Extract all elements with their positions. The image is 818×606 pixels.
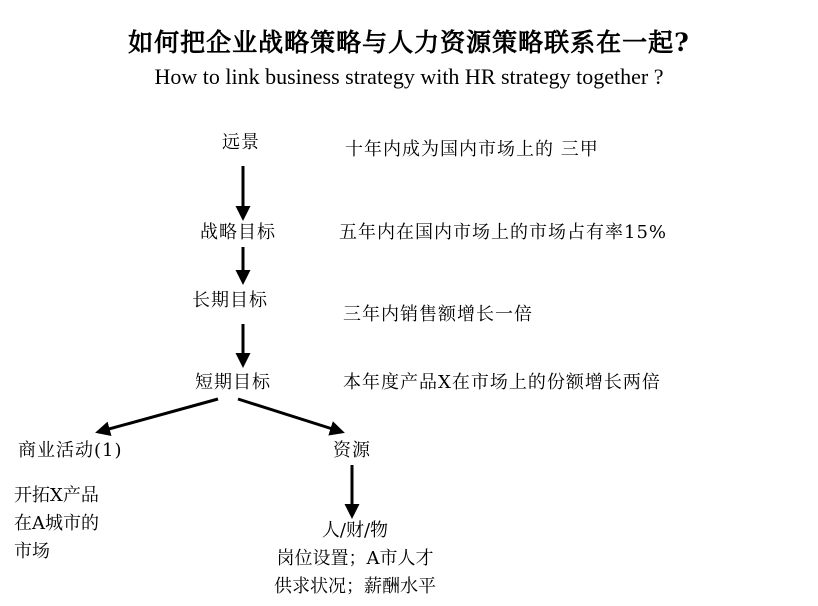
- business-detail-line: 在A城市的: [14, 513, 99, 534]
- node-short-term-goal: 短期目标: [195, 372, 271, 393]
- desc-long-term-goal: 三年内销售额增长一倍: [343, 304, 533, 325]
- node-resources: 资源: [333, 440, 371, 461]
- node-business-activity: 商业活动(1): [18, 440, 123, 461]
- business-activity-details: [14, 482, 174, 566]
- node-long-term-goal: 长期目标: [192, 290, 268, 311]
- page-title-chinese: 如何把企业战略策略与人力资源策略联系在一起?: [128, 28, 690, 57]
- business-detail-line: 开拓X产品: [14, 485, 99, 506]
- arrow-short-term-to-business: [98, 399, 218, 432]
- page-title-english: How to link business strategy with HR strategy together ?: [154, 64, 664, 89]
- business-detail-line: 市场: [14, 541, 50, 562]
- resources-details: [270, 517, 440, 601]
- desc-short-term-goal: 本年度产品X在市场上的份额增长两倍: [343, 372, 661, 393]
- desc-vision: 十年内成为国内市场上的 三甲: [345, 139, 599, 160]
- node-strategic-goal: 战略目标: [200, 222, 276, 243]
- resources-detail-line: 人/财/物: [321, 520, 389, 541]
- resources-detail-line: 供求状况；薪酬水平: [274, 576, 436, 597]
- arrow-short-term-to-resources: [238, 399, 342, 432]
- node-vision: 远景: [222, 132, 260, 153]
- resources-detail-line: 岗位设置；A市人才: [276, 548, 434, 569]
- desc-strategic-goal: 五年内在国内市场上的市场占有率15%: [339, 222, 668, 243]
